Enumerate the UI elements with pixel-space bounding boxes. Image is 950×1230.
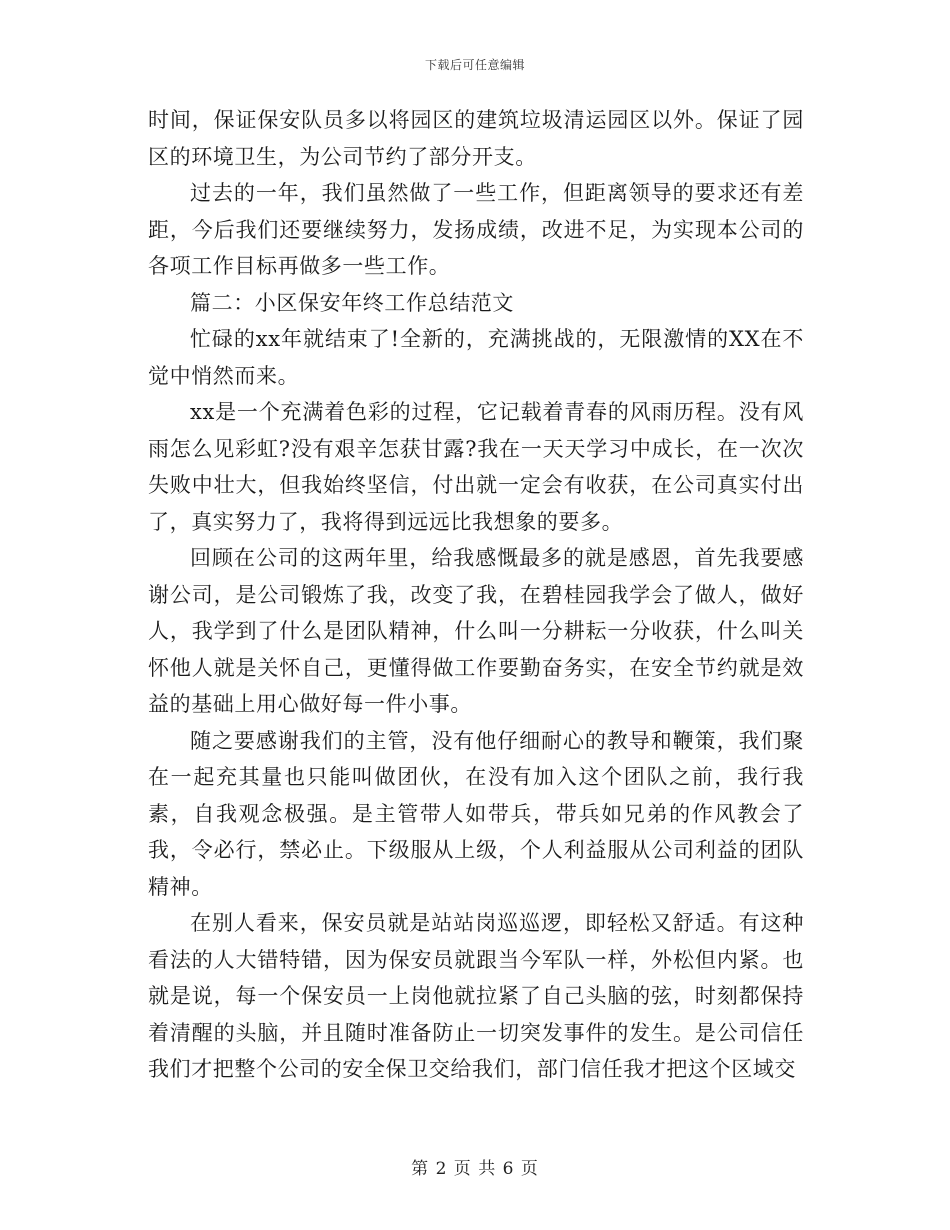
- paragraph: 在别人看来，保安员就是站站岗巡巡逻，即轻松又舒适。有这种看法的人大错特错，因为保安员就跟当今军队一样，外松但内紧。也就是说，每一个保安员一上岗他就拉紧了自己头脑的弦，时刻都保持着清醒的头脑，并且随时准备防止一切突发事件的发生。是公司信任我们才把整个公司的安全保卫交给我们，部门信任我才把这个区域交: [148, 911, 804, 1081]
- paragraph: 时间，保证保安队员多以将园区的建筑垃圾清运园区以外。保证了园区的环境卫生，为公司节约了部分开支。: [148, 108, 804, 169]
- document-body: [148, 102, 804, 1088]
- paragraph: 忙碌的xx年就结束了!全新的，充满挑战的，无限激情的XX在不觉中悄然而来。: [148, 327, 804, 388]
- page-footer: 第 2 页 共 6 页: [411, 1159, 539, 1179]
- paragraph: 回顾在公司的这两年里，给我感慨最多的就是感恩，首先我要感谢公司，是公司锻炼了我，改变了我，在碧桂园我学会了做人，做好人，我学到了什么是团队精神，什么叫一分耕耘一分收获，什么叫关怀他人就是关怀自己，更懂得做工作要勤奋务实，在安全节约就是效益的基础上用心做好每一件小事。: [148, 546, 804, 716]
- paragraph: xx是一个充满着色彩的过程，它记载着青春的风雨历程。没有风雨怎么见彩虹?没有艰辛怎获甘露?我在一天天学习中成长，在一次次失败中壮大，但我始终坚信，付出就一定会有收获，在公司真实付出了，真实努力了，我将得到远远比我想象的要多。: [148, 400, 804, 534]
- page-header: 下载后可任意编辑: [424, 58, 525, 72]
- paragraph: 过去的一年，我们虽然做了一些工作，但距离领导的要求还有差距，今后我们还要继续努力，发扬成绩，改进不足，为实现本公司的各项工作目标再做多一些工作。: [148, 181, 804, 278]
- section-heading: 篇二：小区保安年终工作总结范文: [190, 290, 514, 315]
- paragraph: 随之要感谢我们的主管，没有他仔细耐心的教导和鞭策，我们聚在一起充其量也只能叫做团伙，在没有加入这个团队之前，我行我素，自我观念极强。是主管带人如带兵，带兵如兄弟的作风教会了我，令必行，禁必止。下级服从上级，个人利益服从公司利益的团队精神。: [148, 728, 804, 899]
